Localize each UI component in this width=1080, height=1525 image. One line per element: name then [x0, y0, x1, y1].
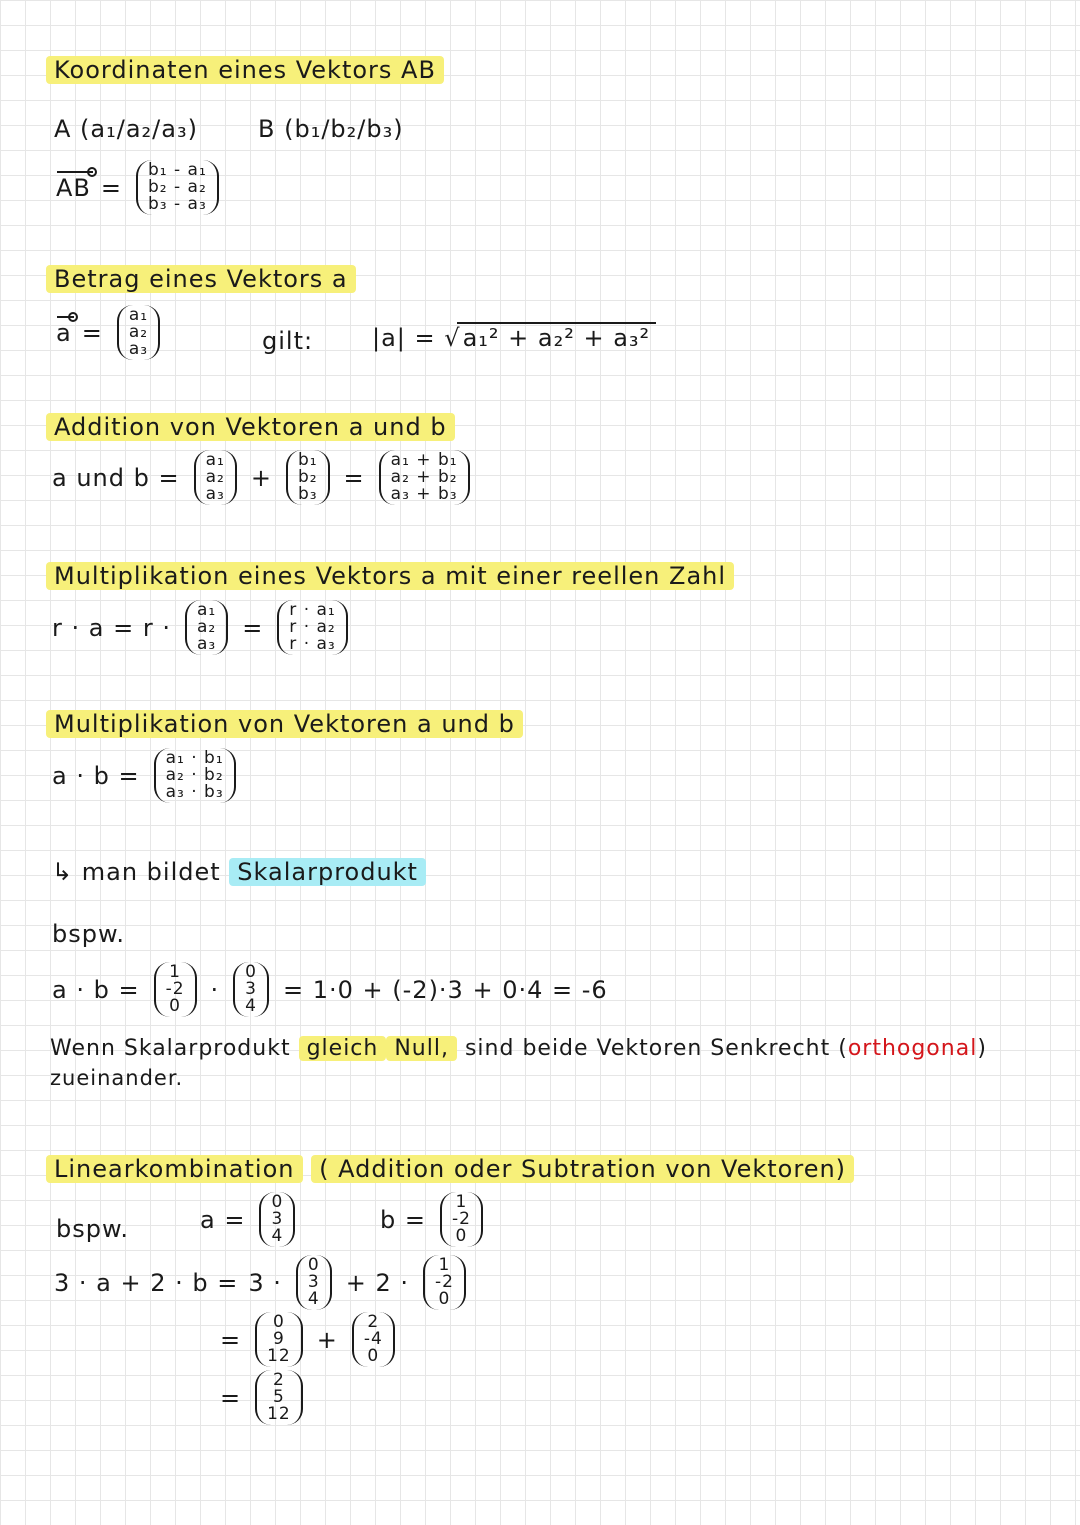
linear-step1: 3 · a + 2 · b = 3 · 0 3 4 + 2 · 1 -2 0	[54, 1255, 470, 1310]
betrag-gilt: gilt:	[262, 327, 314, 355]
skalarprodukt-example: a · b = 1 -2 0 · 0 3 4 = 1·0 + (-2)·3 + 0·4 = -6	[52, 962, 608, 1016]
betrag-def: a = a₁ a₂ a₃	[56, 305, 164, 360]
betrag-formula: |a| = √a₁² + a₂² + a₃²	[372, 322, 656, 352]
heading-koordinaten: Koordinaten eines Vektors AB	[46, 56, 444, 84]
point-b: B (b₁/b₂/b₃)	[258, 115, 404, 143]
linear-result: = 2 5 12	[220, 1370, 307, 1425]
point-a: A (a₁/a₂/a₃)	[54, 115, 198, 143]
linear-step2: = 0 9 12 + 2 -4 0	[220, 1312, 399, 1367]
koordinaten-column: b₁ - a₁ b₂ - a₂ b₃ - a₃	[136, 160, 219, 215]
heading-vektor-mult: Multiplikation von Vektoren a und b	[46, 710, 523, 738]
orthogonal-rule: Wenn Skalarprodukt gleich Null, sind beide Vektoren Senkrecht (orthogonal)	[50, 1036, 987, 1061]
addition-formula: a und b = a₁ a₂ a₃ + b₁ b₂ b₃ = a₁ + b₁ a₂ + b₂ a₃ + b₃	[52, 450, 474, 505]
heading-addition: Addition von Vektoren a und b	[46, 413, 455, 441]
skalar-mult-formula: r · a = r · a₁ a₂ a₃ = r · a₁ r · a₂ r · a₃	[52, 600, 352, 655]
bspw-label: bspw.	[52, 920, 126, 948]
linear-b-def: b = 1 -2 0	[380, 1192, 487, 1247]
linear-bspw: bspw.	[56, 1215, 130, 1243]
skalarprodukt-note: ↳ man bildet Skalarprodukt	[52, 858, 426, 886]
vektor-mult-formula: a · b = a₁ · b₁ a₂ · b₂ a₃ · b₃	[52, 748, 240, 803]
heading-linear: Linearkombination ( Addition oder Subtration von Vektoren)	[46, 1155, 854, 1183]
orthogonal-rule-cont: zueinander.	[50, 1066, 184, 1090]
koordinaten-formula: AB = b₁ - a₁ b₂ - a₂ b₃ - a₃	[56, 160, 223, 215]
heading-skalar-mult: Multiplikation eines Vektors a mit einer reellen Zahl	[46, 562, 734, 590]
heading-betrag: Betrag eines Vektors a	[46, 265, 356, 293]
linear-a-def: a = 0 3 4	[200, 1192, 299, 1247]
